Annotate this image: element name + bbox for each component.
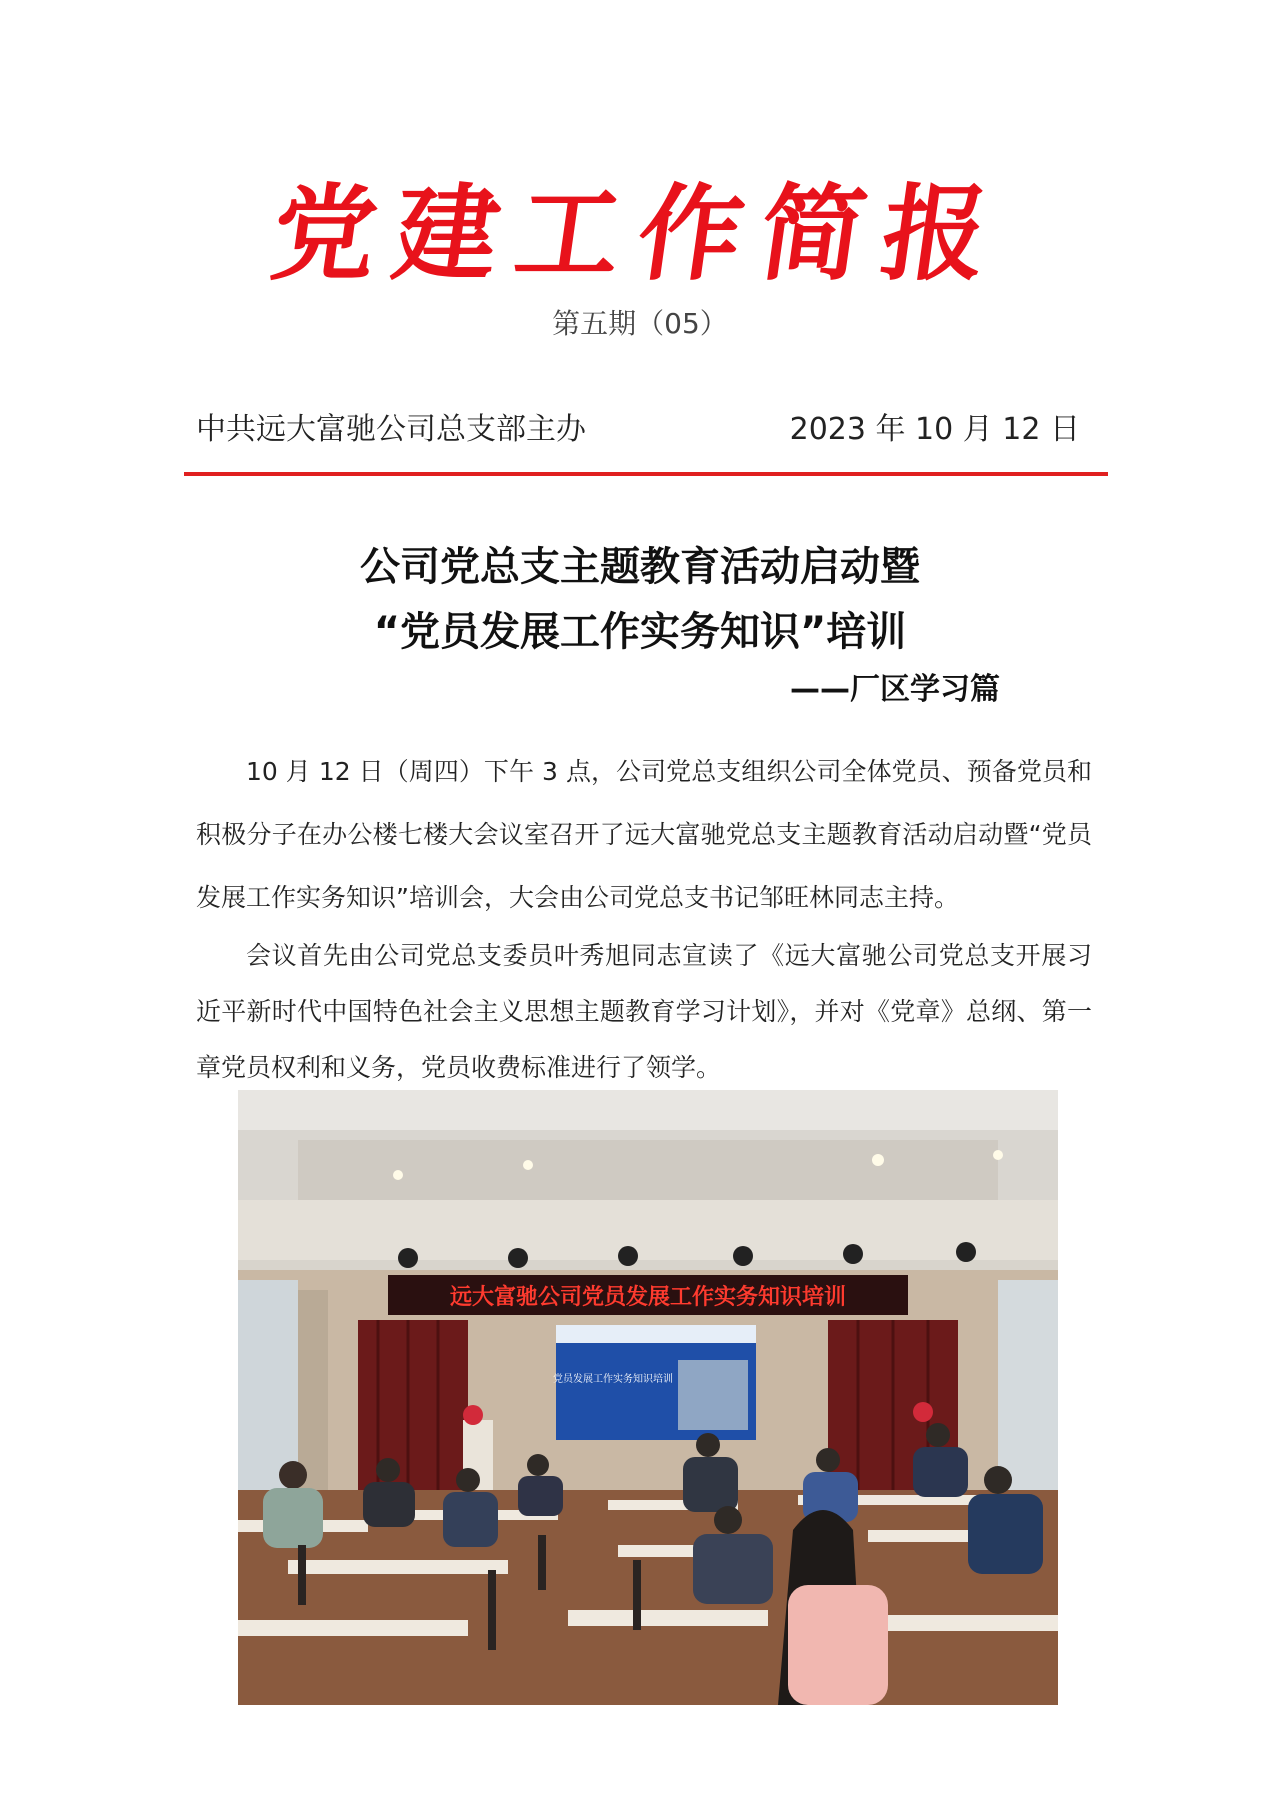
led-banner-text: 远大富驰公司党员发展工作实务知识培训 (449, 1285, 847, 1310)
article-paragraph-1: 10 月 12 日（周四）下午 3 点，公司党总支组织公司全体党员、预备党员和积极分子在办公楼七楼大会议室召开了远大富驰党总支主题教育活动启动暨“党员发展工作实务知识”培训会，大会由公司党总支书记邹旺林同志主持。 (196, 757, 1092, 912)
issue-number: 第五期（05） (552, 307, 728, 340)
article-title-line1: 公司党总支主题教育活动启动暨 (360, 544, 920, 590)
meeting-photo (238, 1090, 1058, 1705)
organizer-label: 中共远大富驰公司总支部主办 (196, 412, 586, 447)
masthead-title: 党建工作简报 (264, 172, 1014, 295)
article-title-line2: “党员发展工作实务知识”培训 (373, 609, 907, 655)
article-subtitle: ——厂区学习篇 (790, 672, 1000, 707)
article-paragraph-2: 会议首先由公司党总支委员叶秀旭同志宣读了《远大富驰公司党总支开展习近平新时代中国特色社会主义思想主题教育学习计划》，并对《党章》总纲、第一章党员权利和义务，党员收费标准进行了领学。 (196, 941, 1092, 1082)
screen-title: 党员发展工作实务知识培训 (553, 1374, 673, 1385)
header-divider (184, 472, 1108, 476)
publish-date: 2023 年 10 月 12 日 (789, 412, 1080, 447)
